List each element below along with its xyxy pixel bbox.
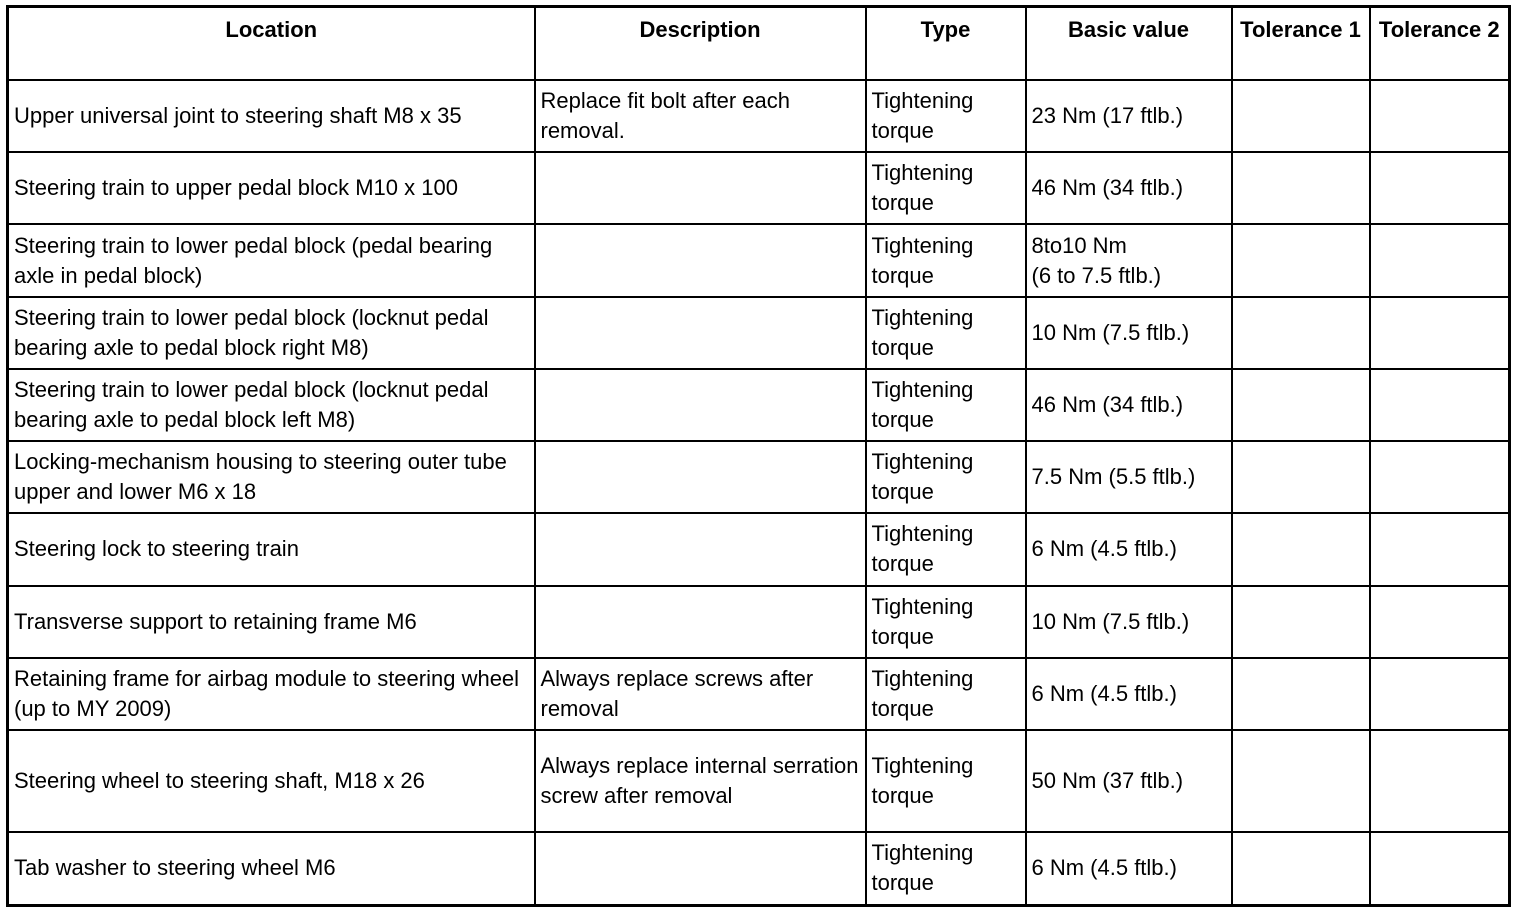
cell-tolerance-2: [1370, 832, 1510, 906]
table-row: [8, 224, 1510, 296]
header-basic-value: Basic value: [1026, 7, 1232, 81]
cell-description: [535, 224, 866, 296]
cell-basic-value: 6 Nm (4.5 ftlb.): [1026, 513, 1232, 585]
cell-tolerance-1: [1232, 80, 1370, 152]
cell-location: Steering train to upper pedal block M10 x 100: [8, 152, 535, 224]
cell-basic-value: 8to10 Nm (6 to 7.5 ftlb.): [1026, 224, 1232, 296]
cell-description: [535, 586, 866, 658]
cell-location: Steering wheel to steering shaft, M18 x 26: [8, 730, 535, 832]
torque-spec-table: [6, 5, 1511, 907]
cell-type: Tightening torque: [866, 730, 1026, 832]
cell-tolerance-2: [1370, 513, 1510, 585]
cell-tolerance-2: [1370, 658, 1510, 730]
table-row: [8, 832, 1510, 906]
header-tolerance-2: Tolerance 2: [1370, 7, 1510, 81]
cell-type: Tightening torque: [866, 586, 1026, 658]
table-row: [8, 152, 1510, 224]
cell-type: Tightening torque: [866, 224, 1026, 296]
cell-description: Replace fit bolt after each removal.: [535, 80, 866, 152]
cell-type: Tightening torque: [866, 658, 1026, 730]
cell-type: Tightening torque: [866, 513, 1026, 585]
cell-type: Tightening torque: [866, 369, 1026, 441]
cell-tolerance-2: [1370, 586, 1510, 658]
table-row: [8, 658, 1510, 730]
cell-location: Tab washer to steering wheel M6: [8, 832, 535, 906]
cell-description: [535, 441, 866, 513]
table-row: [8, 730, 1510, 832]
header-type: Type: [866, 7, 1026, 81]
cell-description: [535, 152, 866, 224]
table-row: [8, 80, 1510, 152]
cell-tolerance-1: [1232, 730, 1370, 832]
cell-basic-value: 7.5 Nm (5.5 ftlb.): [1026, 441, 1232, 513]
cell-tolerance-2: [1370, 152, 1510, 224]
cell-tolerance-2: [1370, 369, 1510, 441]
cell-tolerance-1: [1232, 441, 1370, 513]
cell-basic-value: 10 Nm (7.5 ftlb.): [1026, 297, 1232, 369]
cell-tolerance-1: [1232, 832, 1370, 906]
cell-basic-value: 46 Nm (34 ftlb.): [1026, 152, 1232, 224]
cell-tolerance-1: [1232, 224, 1370, 296]
cell-basic-value: 46 Nm (34 ftlb.): [1026, 369, 1232, 441]
cell-type: Tightening torque: [866, 80, 1026, 152]
cell-location: Steering train to lower pedal block (locknut pedal bearing axle to pedal block left M8): [8, 369, 535, 441]
cell-description: Always replace internal serration screw after removal: [535, 730, 866, 832]
cell-tolerance-2: [1370, 297, 1510, 369]
cell-description: [535, 369, 866, 441]
cell-type: Tightening torque: [866, 297, 1026, 369]
cell-tolerance-1: [1232, 586, 1370, 658]
cell-location: Steering lock to steering train: [8, 513, 535, 585]
cell-tolerance-2: [1370, 441, 1510, 513]
cell-basic-value: 6 Nm (4.5 ftlb.): [1026, 832, 1232, 906]
cell-description: [535, 832, 866, 906]
cell-location: Steering train to lower pedal block (pedal bearing axle in pedal block): [8, 224, 535, 296]
table-row: [8, 586, 1510, 658]
cell-basic-value: 6 Nm (4.5 ftlb.): [1026, 658, 1232, 730]
cell-location: Upper universal joint to steering shaft M8 x 35: [8, 80, 535, 152]
cell-location: Locking-mechanism housing to steering outer tube upper and lower M6 x 18: [8, 441, 535, 513]
table-row: [8, 369, 1510, 441]
cell-type: Tightening torque: [866, 152, 1026, 224]
cell-basic-value: 50 Nm (37 ftlb.): [1026, 730, 1232, 832]
cell-tolerance-2: [1370, 80, 1510, 152]
table-row: [8, 441, 1510, 513]
cell-tolerance-1: [1232, 513, 1370, 585]
cell-tolerance-2: [1370, 730, 1510, 832]
cell-tolerance-1: [1232, 152, 1370, 224]
cell-type: Tightening torque: [866, 832, 1026, 906]
header-description: Description: [535, 7, 866, 81]
cell-description: [535, 513, 866, 585]
cell-location: Steering train to lower pedal block (locknut pedal bearing axle to pedal block right M8): [8, 297, 535, 369]
cell-tolerance-2: [1370, 224, 1510, 296]
header-tolerance-1: Tolerance 1: [1232, 7, 1370, 81]
cell-location: Transverse support to retaining frame M6: [8, 586, 535, 658]
cell-tolerance-1: [1232, 658, 1370, 730]
cell-tolerance-1: [1232, 297, 1370, 369]
header-location: Location: [8, 7, 535, 81]
cell-type: Tightening torque: [866, 441, 1026, 513]
header-row: [8, 7, 1510, 81]
cell-tolerance-1: [1232, 369, 1370, 441]
cell-basic-value: 10 Nm (7.5 ftlb.): [1026, 586, 1232, 658]
cell-description: [535, 297, 866, 369]
cell-basic-value: 23 Nm (17 ftlb.): [1026, 80, 1232, 152]
table-row: [8, 513, 1510, 585]
table-row: [8, 297, 1510, 369]
cell-description: Always replace screws after removal: [535, 658, 866, 730]
cell-location: Retaining frame for airbag module to steering wheel (up to MY 2009): [8, 658, 535, 730]
